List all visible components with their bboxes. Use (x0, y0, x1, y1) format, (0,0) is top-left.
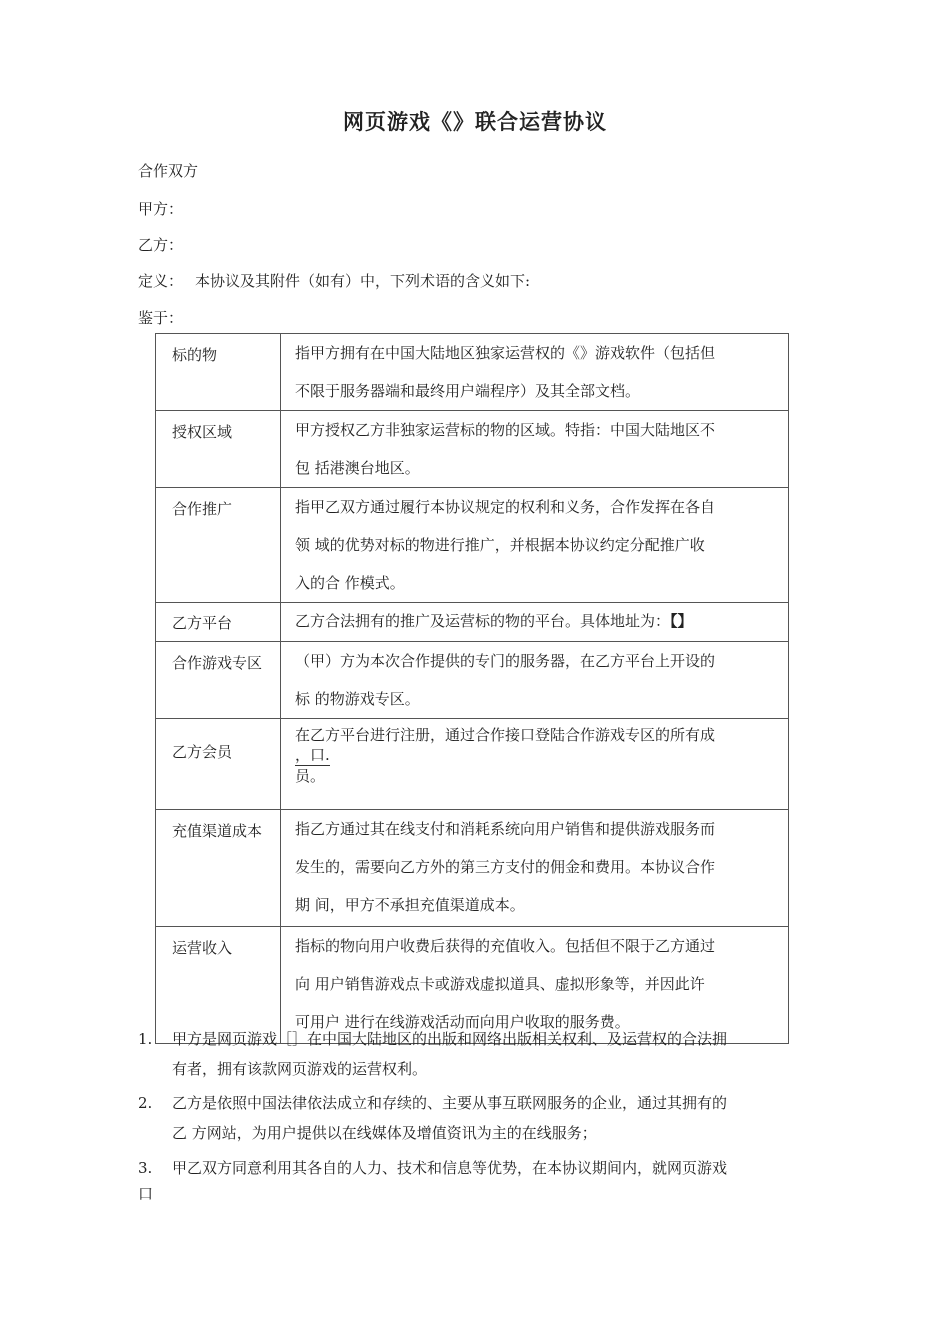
term-cell: 充值渠道成本 (156, 810, 281, 927)
list-item (138, 1153, 806, 1205)
address-bracket: 【】 (670, 612, 693, 630)
definition-line: 指甲方拥有在中国大陆地区独家运营权的《》游戏软件（包括但 (295, 344, 716, 362)
list-item-line: 乙 方网站，为用户提供以在线媒体及增值资讯为主的在线服务； (172, 1124, 597, 1142)
table-row (156, 488, 789, 603)
definition-line: 指标的物向用户收费后获得的充值收入。包括但不限于乙方通过 (295, 937, 716, 955)
definition-line (138, 270, 530, 291)
list-item-line: 乙方是依照中国法律依法成立和存续的、主要从事互联网服务的企业，通过其拥有的 (172, 1094, 728, 1112)
term-cell: 合作游戏专区 (156, 642, 281, 719)
definition-line: 领 域的优势对标的物进行推广，并根据本协议约定分配推广收 (295, 536, 705, 554)
definition-label: 定义： (138, 272, 184, 290)
term-cell: 乙方会员 (156, 719, 281, 810)
list-item-line: 甲方是网页游戏［］在中国大陆地区的出版和网络出版相关权利、及运营权的合法拥 (172, 1030, 728, 1048)
definition-cell (281, 642, 789, 719)
definition-line: 期 间，甲方不承担充值渠道成本。 (295, 896, 525, 914)
party-b-label: 乙方： (138, 236, 184, 254)
table-row (156, 334, 789, 411)
definition-cell (281, 411, 789, 488)
definition-line: 发生的，需要向乙方外的第三方支付的佣金和费用。本协议合作 (295, 858, 716, 876)
parties-heading: 合作双方 (138, 162, 199, 180)
party-a-label: 甲方： (138, 200, 184, 218)
definition-line: 标 的物游戏专区。 (295, 690, 420, 708)
definition-line: ，口. (295, 746, 330, 764)
table-row (156, 810, 789, 927)
list-number: 1. (138, 1030, 153, 1048)
definition-line: 可用户 进行在线游戏活动而向用户收取的服务费。 (295, 1013, 630, 1031)
definition-line: 向 用户销售游戏点卡或游戏虚拟道具、虚拟形象等，并因此许 (295, 975, 705, 993)
definition-cell (281, 810, 789, 927)
term-cell: 授权区域 (156, 411, 281, 488)
definition-cell (281, 488, 789, 603)
definition-line: 指乙方通过其在线支付和消耗系统向用户销售和提供游戏服务而 (295, 820, 716, 838)
definition-line: 在乙方平台进行注册，通过合作接口登陆合作游戏专区的所有成 (295, 726, 716, 744)
table-row (156, 719, 789, 810)
term-cell: 乙方平台 (156, 603, 281, 642)
list-item-line: 有者，拥有该款网页游戏的运营权利。 (172, 1060, 428, 1078)
document-title: 网页游戏《》联合运营协议 (343, 109, 607, 134)
whereas-label: 鉴于： (138, 309, 184, 327)
definition-text: 本协议及其附件（如有）中，下列术语的含义如下: (195, 272, 531, 290)
definition-line: 包 括港澳台地区。 (295, 459, 420, 477)
definitions-table (155, 333, 789, 1044)
definition-line: 不限于服务器端和最终用户端程序）及其全部文档。 (295, 382, 641, 400)
definition-cell (281, 334, 789, 411)
list-number: 2. (138, 1094, 153, 1112)
term-cell: 合作推广 (156, 488, 281, 603)
list-number: 3. (138, 1159, 153, 1177)
list-item-line: 甲乙双方同意利用其各自的人力、技术和信息等优势，在本协议期间内，就网页游戏 (172, 1159, 728, 1177)
definition-line: （甲）方为本次合作提供的专门的服务器，在乙方平台上开设的 (295, 652, 716, 670)
table-row (156, 642, 789, 719)
list-item-line: 口 (138, 1185, 154, 1203)
term-cell: 运营收入 (156, 927, 281, 1044)
definition-line: 指甲乙双方通过履行本协议规定的权利和义务，合作发挥在各自 (295, 498, 716, 516)
list-item (138, 1088, 806, 1148)
term-cell: 标的物 (156, 334, 281, 411)
definition-line: 员。 (295, 767, 326, 785)
definition-cell (281, 603, 789, 642)
definition-cell (281, 719, 789, 810)
definition-line: 乙方合法拥有的推广及运营标的物的平台。具体地址为： (295, 612, 671, 630)
table-row (156, 411, 789, 488)
definition-line: 入的合 作模式。 (295, 574, 405, 592)
list-item (138, 1024, 806, 1084)
table-row (156, 603, 789, 642)
definition-line: 甲方授权乙方非独家运营标的物的区域。特指：中国大陆地区不 (295, 421, 716, 439)
